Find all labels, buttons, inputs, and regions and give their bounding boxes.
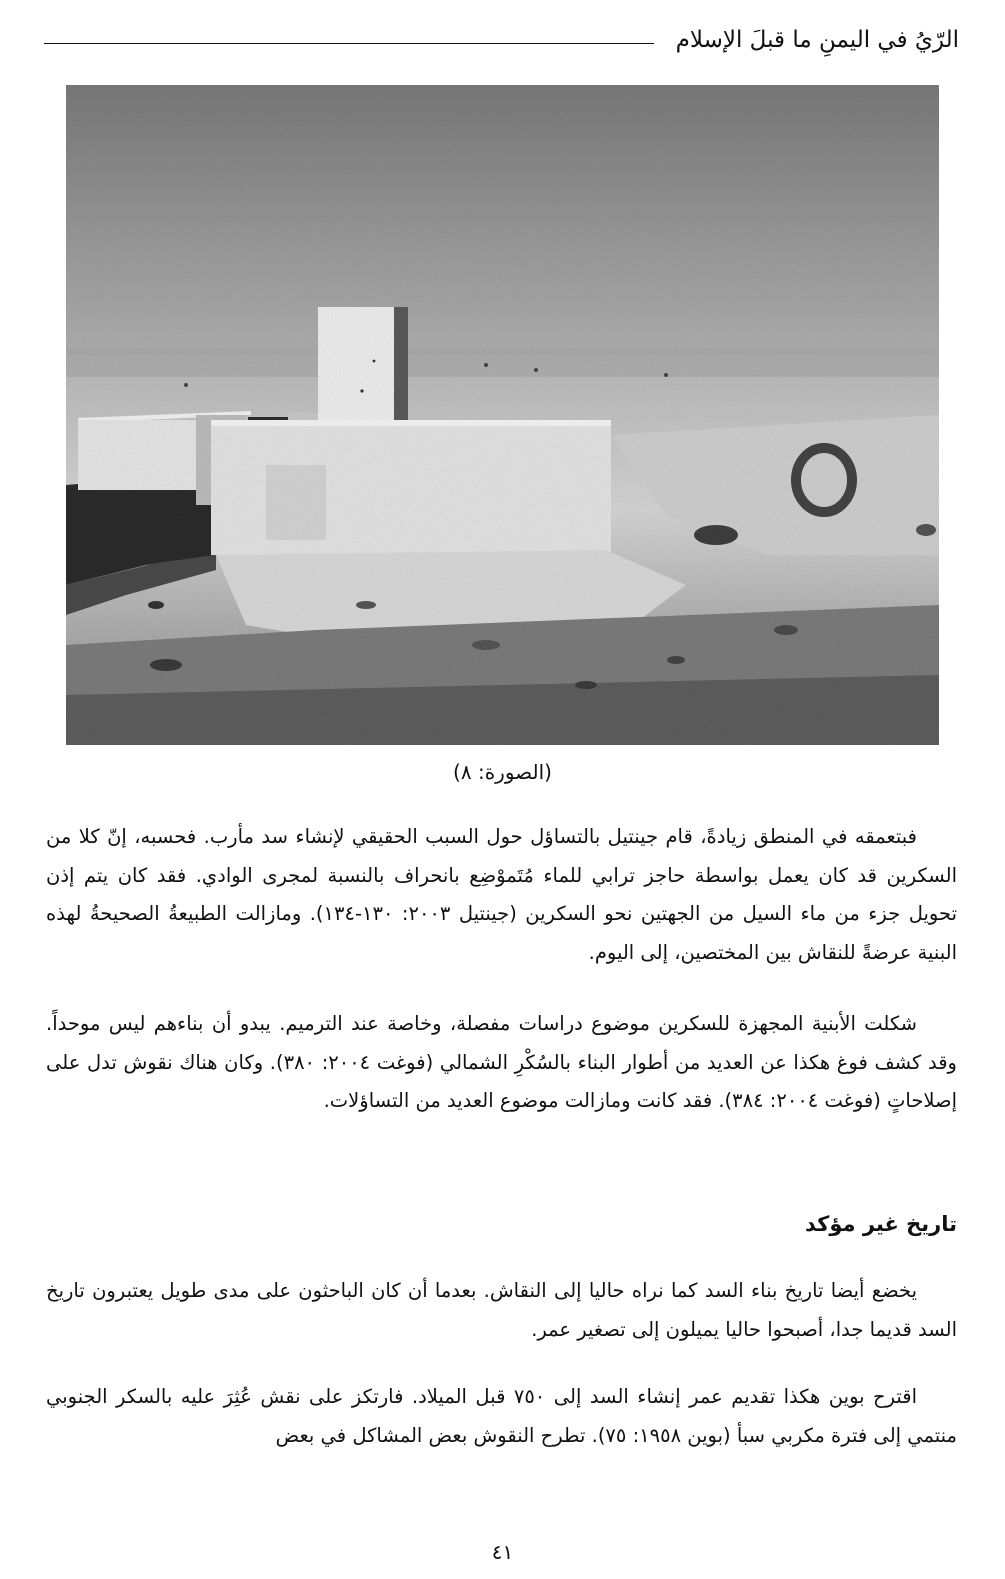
paragraph-1: فبتعمقه في المنطق زيادةً، قام جينتيل بالتساؤل حول السبب الحقيقي لإنشاء سد مأرب. فحسبه، إنّ كلا من السكرين قد كان يعمل بواسطة حاجز ترابي للماء مُتَموْضِع بانحراف بالنسبة لمجرى الوادي. فقد كان يتم إذن تحويل جزء من ماء السيل من الجهتين نحو السكرين (جينتيل ٢٠٠٣: ١٣٠-١٣٤). ومازالت الطبيعةُ الصحيحةُ لهذه البنية عرضةً للنقاش بين المختصين، إلى اليوم. <box>46 825 957 964</box>
header-rule <box>44 43 654 44</box>
section-heading: تاريخ غير مؤكد <box>805 1212 957 1236</box>
dam-photograph <box>66 85 939 745</box>
paragraph-2: شكلت الأبنية المجهزة للسكرين موضوع دراسات مفصلة، وخاصة عند الترميم. يبدو أن بناءهم ليس موحداً. وقد كشف فوغ هكذا عن العديد من أطوار البناء بالسُكْرِ الشمالي (فوغت ٢٠٠٤: ٣٨٠). وكان هناك نقوش تدل على إصلاحاتٍ (فوغت ٢٠٠٤: ٣٨٤). فقد كانت ومازالت موضوع العديد من التساؤلات. <box>46 1012 957 1112</box>
paragraph-4: اقترح بوين هكذا تقديم عمر إنشاء السد إلى ٧٥٠ قبل الميلاد. فارتكز على نقش عُثِرَ عليه بالسكر الجنوبي منتمي إلى فترة مكربي سبأ (بوين ١٩٥٨: ٧٥). تطرح النقوش بعض المشاكل في بعض <box>46 1385 957 1447</box>
figure-caption: (الصورة: ٨) <box>453 760 552 784</box>
paragraph-3: يخضع أيضا تاريخ بناء السد كما نراه حاليا إلى النقاش. بعدما أن كان الباحثون على مدى طويل يعتبرون تاريخ السد قديما جدا، أصبحوا حاليا يميلون إلى تصغير عمر. <box>46 1279 957 1341</box>
page-number: ٤١ <box>491 1540 514 1564</box>
running-header <box>44 22 959 58</box>
dam-photograph-image <box>66 85 939 745</box>
header-title: الرّيُ في اليمنِ ما قبلَ الإسلام <box>675 27 959 53</box>
